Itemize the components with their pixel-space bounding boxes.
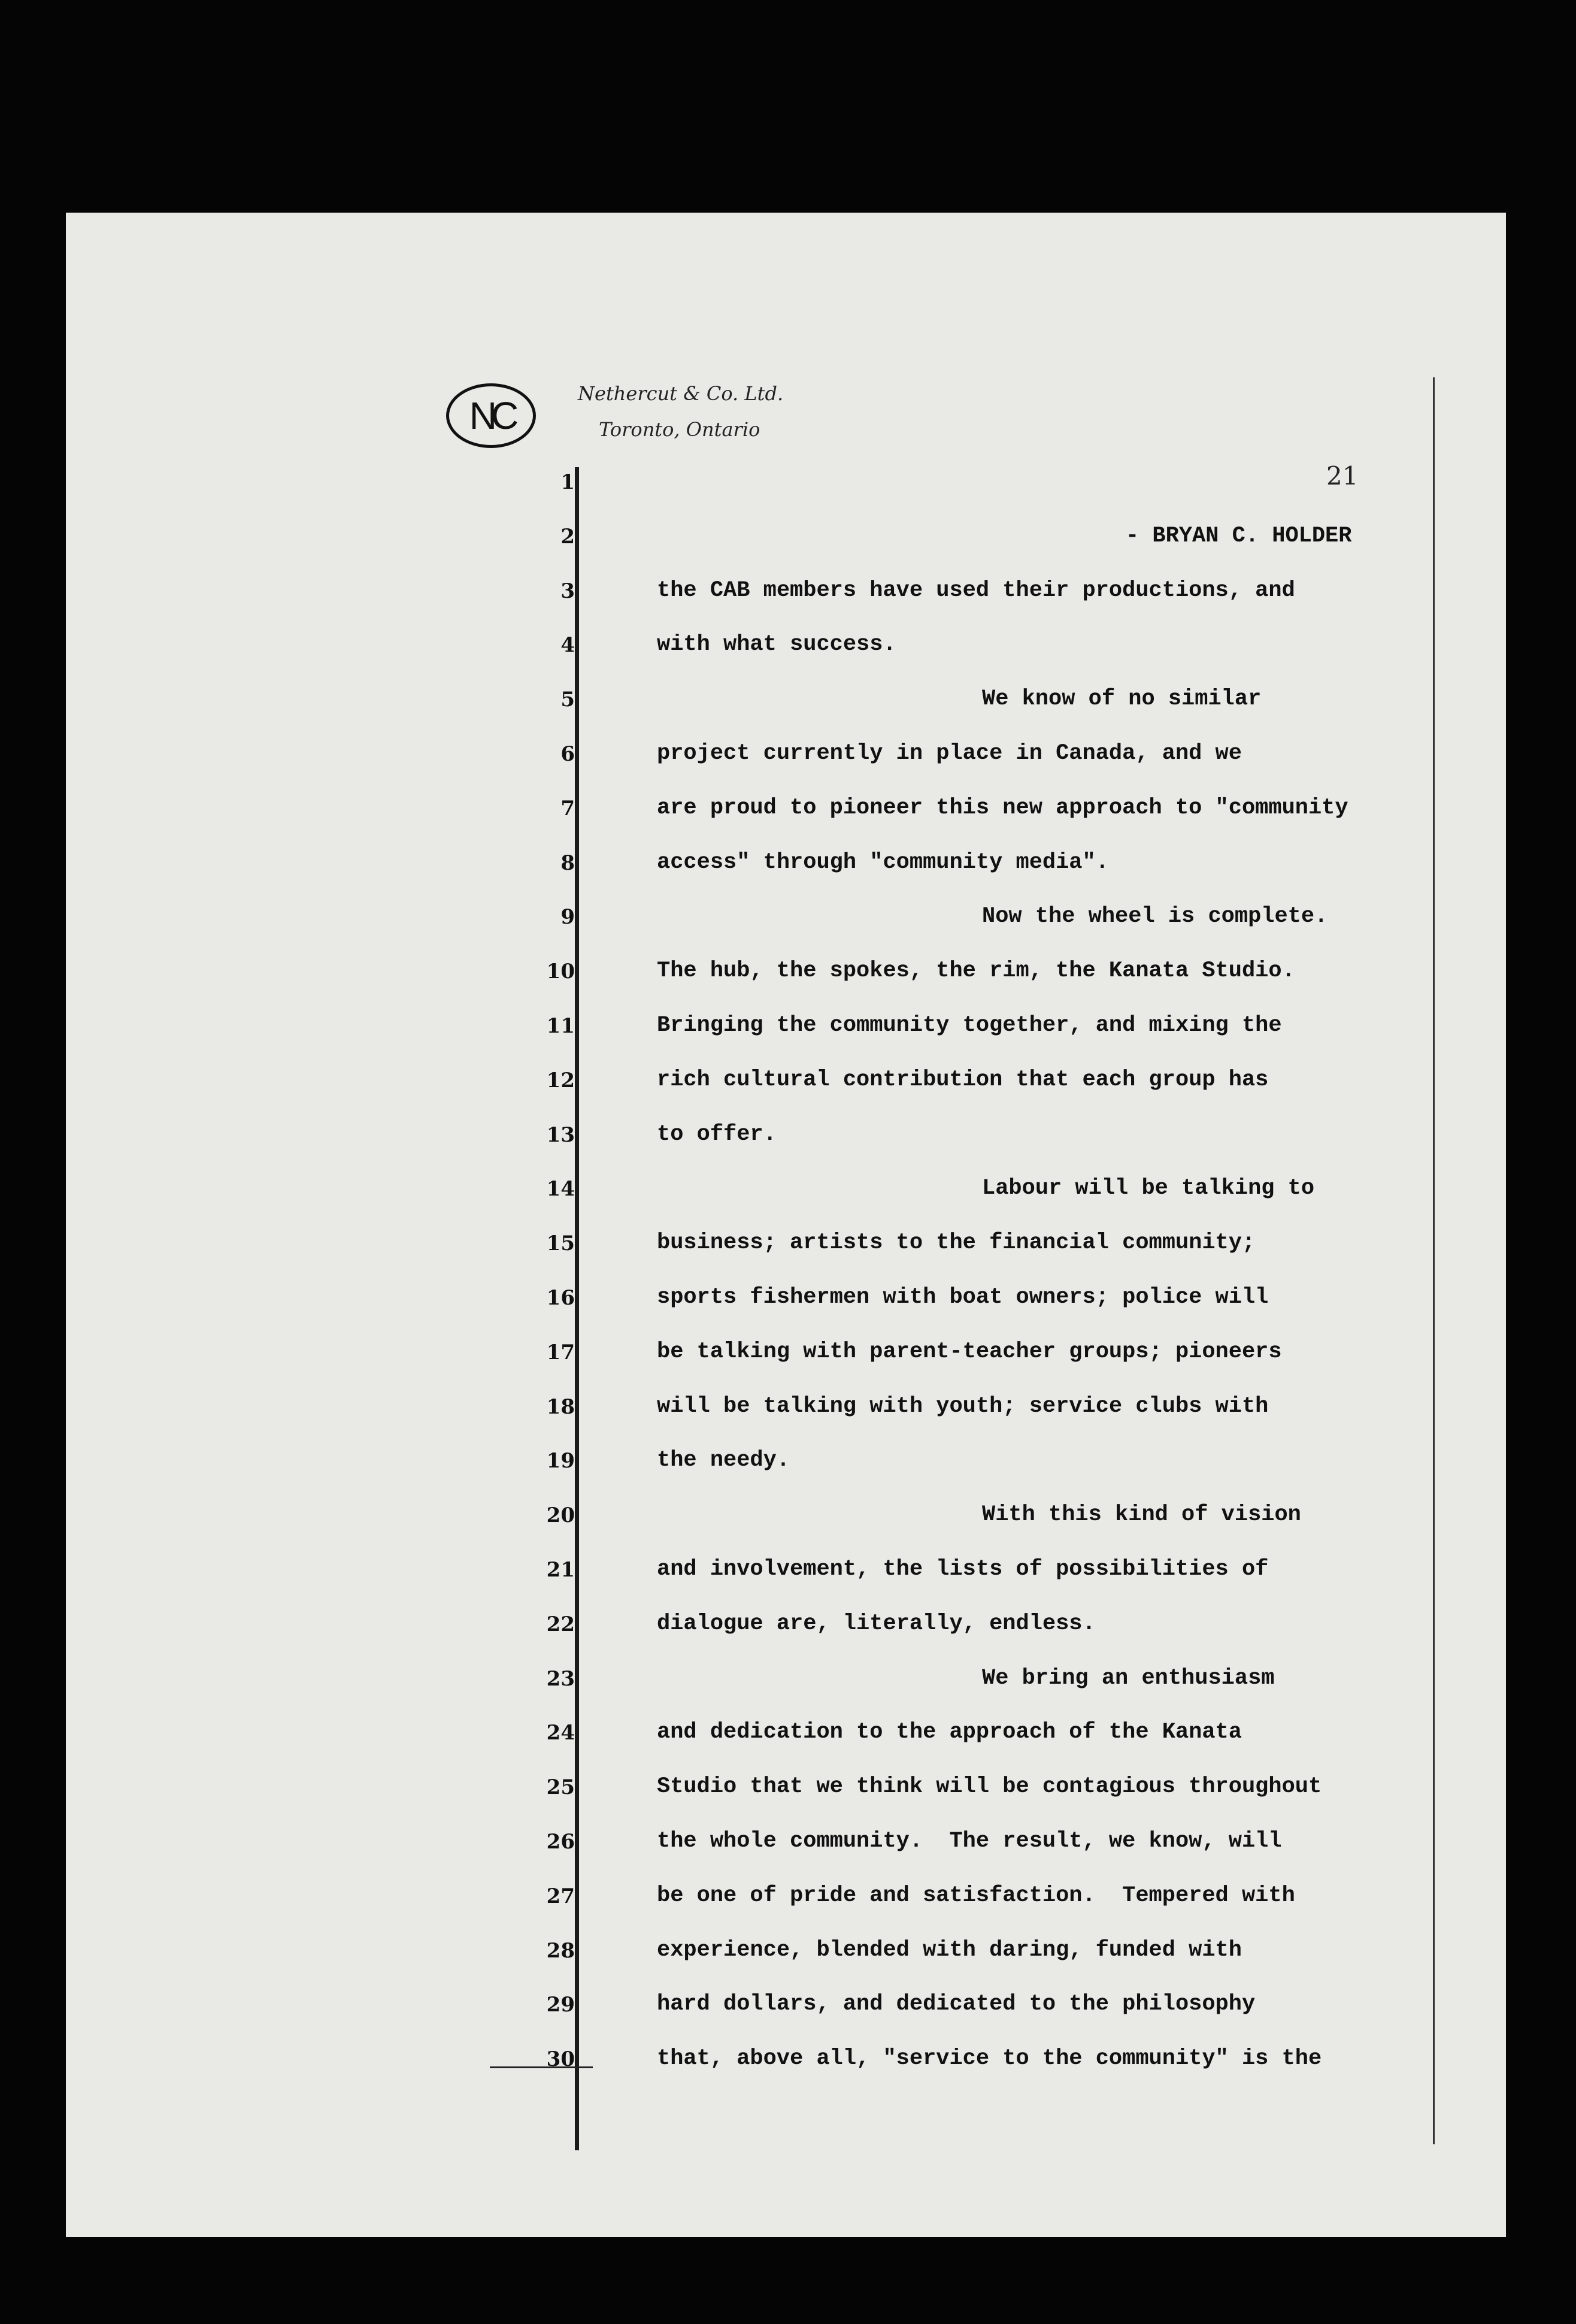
page-number: 21 bbox=[1326, 461, 1359, 491]
transcript-line: will be talking with youth; service clubs with bbox=[657, 1393, 1269, 1419]
line-number: 29 bbox=[546, 1993, 575, 2017]
line-number: 17 bbox=[546, 1340, 575, 1364]
company-location: Toronto, Ontario bbox=[599, 418, 760, 441]
transcript-line: the needy. bbox=[657, 1448, 790, 1473]
transcript-line: experience, blended with daring, funded with bbox=[657, 1937, 1242, 1963]
transcript-line: sports fishermen with boat owners; police will bbox=[657, 1285, 1269, 1310]
line-number: 15 bbox=[546, 1231, 575, 1256]
line-number: 30 bbox=[546, 2047, 575, 2072]
transcript-line: are proud to pioneer this new approach to "community bbox=[657, 795, 1348, 821]
transcript-line: and involvement, the lists of possibilities of bbox=[657, 1557, 1269, 1582]
transcript-line: with what success. bbox=[657, 632, 896, 658]
transcript-line: We bring an enthusiasm bbox=[982, 1665, 1275, 1691]
line-number: 21 bbox=[546, 1558, 575, 1582]
transcript-page bbox=[66, 213, 1506, 2237]
line-number: 28 bbox=[546, 1938, 575, 1963]
line-number: 23 bbox=[546, 1666, 575, 1691]
transcript-line: project currently in place in Canada, and we bbox=[657, 741, 1242, 766]
transcript-line: Labour will be talking to bbox=[982, 1176, 1315, 1202]
line-number: 7 bbox=[560, 796, 575, 821]
line-number: 25 bbox=[546, 1775, 575, 1800]
transcript-line: rich cultural contribution that each group has bbox=[657, 1067, 1269, 1093]
line-number: 18 bbox=[546, 1394, 575, 1419]
transcript-line: that, above all, "service to the community" is the bbox=[657, 2046, 1322, 2072]
transcript-line: and dedication to the approach of the Kanata bbox=[657, 1720, 1242, 1745]
line-number: 14 bbox=[546, 1177, 575, 1202]
line-number: 24 bbox=[546, 1721, 575, 1745]
transcript-line: Now the wheel is complete. bbox=[982, 904, 1328, 930]
right-margin-rule bbox=[1433, 377, 1435, 2144]
line-number: 13 bbox=[546, 1122, 575, 1147]
transcript-line: business; artists to the financial community; bbox=[657, 1230, 1256, 1256]
line-number: 12 bbox=[546, 1068, 575, 1093]
transcript-line: hard dollars, and dedicated to the philosophy bbox=[657, 1992, 1256, 2017]
line-number: 26 bbox=[546, 1830, 575, 1854]
transcript-line: With this kind of vision bbox=[982, 1502, 1301, 1528]
line-number: 10 bbox=[546, 960, 575, 984]
line-number: 19 bbox=[546, 1449, 575, 1473]
transcript-line: be talking with parent-teacher groups; pioneers bbox=[657, 1339, 1282, 1364]
transcript-line: the whole community. The result, we know, will bbox=[657, 1829, 1282, 1854]
left-margin-rule bbox=[575, 467, 579, 2150]
transcript-line: to offer. bbox=[657, 1121, 777, 1147]
line-number: 1 bbox=[560, 470, 575, 494]
transcript-line: The hub, the spokes, the rim, the Kanata Studio. bbox=[657, 958, 1295, 984]
line-number: 11 bbox=[546, 1014, 575, 1038]
line-number: 5 bbox=[560, 688, 575, 712]
transcript-line: Bringing the community together, and mixing the bbox=[657, 1013, 1282, 1038]
line-number: 9 bbox=[560, 905, 575, 930]
company-logo bbox=[446, 383, 536, 448]
line-number: 20 bbox=[546, 1503, 575, 1528]
line-number: 8 bbox=[560, 851, 575, 875]
line-number: 27 bbox=[546, 1884, 575, 1908]
transcript-line: dialogue are, literally, endless. bbox=[657, 1611, 1096, 1636]
line-number: 2 bbox=[560, 524, 575, 549]
line-number: 16 bbox=[546, 1286, 575, 1310]
line-number: 4 bbox=[560, 633, 575, 658]
transcript-line: the CAB members have used their productions, and bbox=[657, 577, 1295, 603]
transcript-line: access" through "community media". bbox=[657, 849, 1109, 875]
company-name: Nethercut & Co. Ltd. bbox=[578, 382, 784, 405]
line-number: 22 bbox=[546, 1612, 575, 1636]
speaker-name: - BRYAN C. HOLDER bbox=[1126, 523, 1352, 549]
logo-mark: NC bbox=[469, 394, 513, 437]
line-number: 6 bbox=[560, 742, 575, 766]
line-number: 3 bbox=[560, 579, 575, 603]
transcript-line: Studio that we think will be contagious throughout bbox=[657, 1774, 1322, 1800]
transcript-line: We know of no similar bbox=[982, 686, 1262, 712]
transcript-line: be one of pride and satisfaction. Tempered with bbox=[657, 1883, 1295, 1908]
